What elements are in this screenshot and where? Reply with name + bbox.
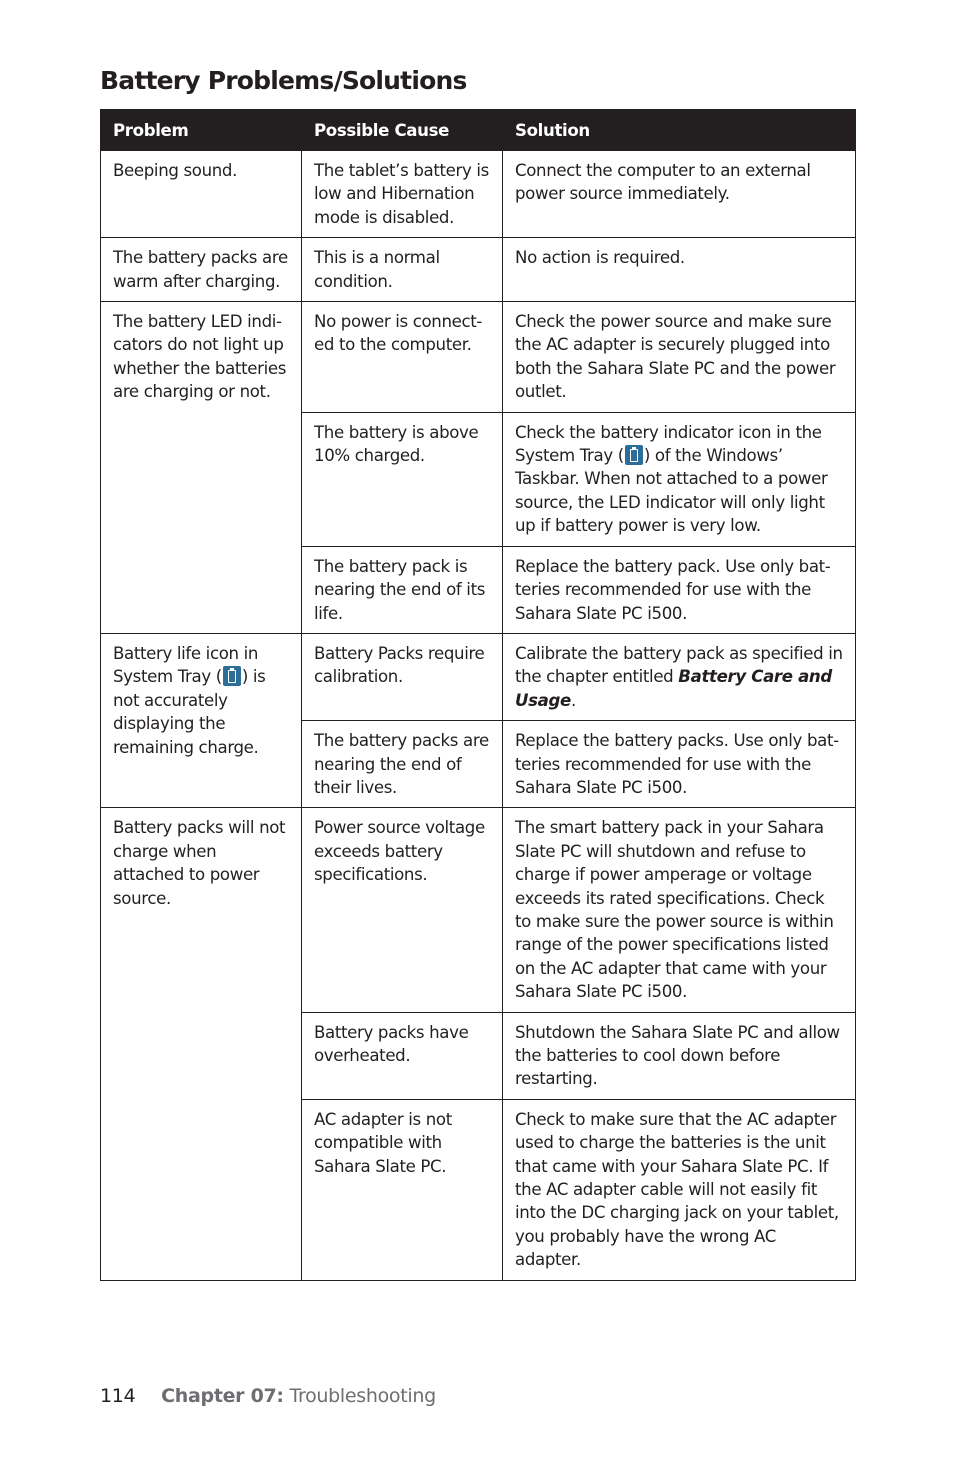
cause-cell: The tablet’s battery is low and Hibernation mode is disabled.	[302, 151, 503, 238]
cause-cell: The battery pack is nearing the end of its life.	[302, 546, 503, 633]
problem-cell	[101, 633, 302, 807]
cause-cell: The battery is above 10% charged.	[302, 412, 503, 546]
solution-text: Calibrate the battery pack as specified in the chapter entitled	[515, 643, 843, 687]
solution-text: .	[570, 690, 576, 710]
solution-cell: No action is required.	[503, 238, 856, 302]
cause-cell: Battery packs have overheated.	[302, 1012, 503, 1099]
table-row	[101, 808, 856, 1012]
cause-cell: This is a normal condition.	[302, 238, 503, 302]
problem-cell: Battery packs will not charge when attached to power source.	[101, 808, 302, 1280]
solution-cell: Replace the battery packs. Use only bat-teries recommended for use with the Sahara Slate PC i500.	[503, 721, 856, 808]
table-row	[101, 633, 856, 720]
cause-cell: Power source voltage exceeds battery specifications.	[302, 808, 503, 1012]
header-problem: Problem	[101, 110, 302, 151]
section-label: Troubleshooting	[289, 1385, 436, 1407]
solution-text: Check the battery indicator icon in the System Tray (	[515, 422, 822, 466]
problem-text: ) is not accurately displaying the remaining charge.	[113, 667, 266, 757]
solution-cell: The smart battery pack in your Sahara Slate PC will shutdown and refuse to charge if power amperage or voltage exceeds its rated specifications. Check to make sure the power source is within range of the power specifications listed on the AC adapter that came with your Sahara Slate PC i500.	[503, 808, 856, 1012]
solution-text: ) of the Windows’ Taskbar. When not attached to a power source, the LED indicator will only light up if battery power is very low.	[515, 446, 828, 536]
page-footer	[100, 1385, 436, 1407]
cause-cell: Battery Packs require calibration.	[302, 633, 503, 720]
problem-cell: The battery packs are warm after charging.	[101, 238, 302, 302]
cause-cell: The battery packs are nearing the end of their lives.	[302, 721, 503, 808]
table-row	[101, 302, 856, 413]
solution-cell: Connect the computer to an external power source immediately.	[503, 151, 856, 238]
cause-cell: AC adapter is not compatible with Sahara Slate PC.	[302, 1099, 503, 1280]
page-title: Battery Problems/Solutions	[100, 66, 467, 95]
troubleshooting-table	[100, 109, 856, 1281]
table-row	[101, 238, 856, 302]
problem-cell: The battery LED indi-cators do not light up whether the batteries are charging or not.	[101, 302, 302, 634]
problem-text: Battery life icon in System Tray (	[113, 643, 259, 687]
table-header-row	[101, 110, 856, 151]
battery-icon	[625, 445, 643, 465]
cause-cell: No power is connect-ed to the computer.	[302, 302, 503, 413]
page-number: 114	[100, 1385, 136, 1407]
solution-cell	[503, 412, 856, 546]
problem-cell: Beeping sound.	[101, 151, 302, 238]
header-possible-cause: Possible Cause	[302, 110, 503, 151]
chapter-label: Chapter 07:	[161, 1385, 284, 1407]
solution-cell: Check the power source and make sure the AC adapter is securely plugged into both the Sahara Slate PC and the power outlet.	[503, 302, 856, 413]
chapter-reference: Battery Care and Usage	[515, 667, 832, 710]
header-solution: Solution	[503, 110, 856, 151]
battery-icon	[223, 666, 241, 686]
solution-cell: Check to make sure that the AC adapter used to charge the batteries is the unit that came with your Sahara Slate PC. If the AC adapter cable will not easily fit into the DC charging jack on your tablet, you probably have the wrong AC adapter.	[503, 1099, 856, 1280]
solution-cell: Shutdown the Sahara Slate PC and allow the batteries to cool down before restarting.	[503, 1012, 856, 1099]
solution-cell	[503, 633, 856, 720]
table-row	[101, 151, 856, 238]
solution-cell: Replace the battery pack. Use only bat-teries recommended for use with the Sahara Slate PC i500.	[503, 546, 856, 633]
